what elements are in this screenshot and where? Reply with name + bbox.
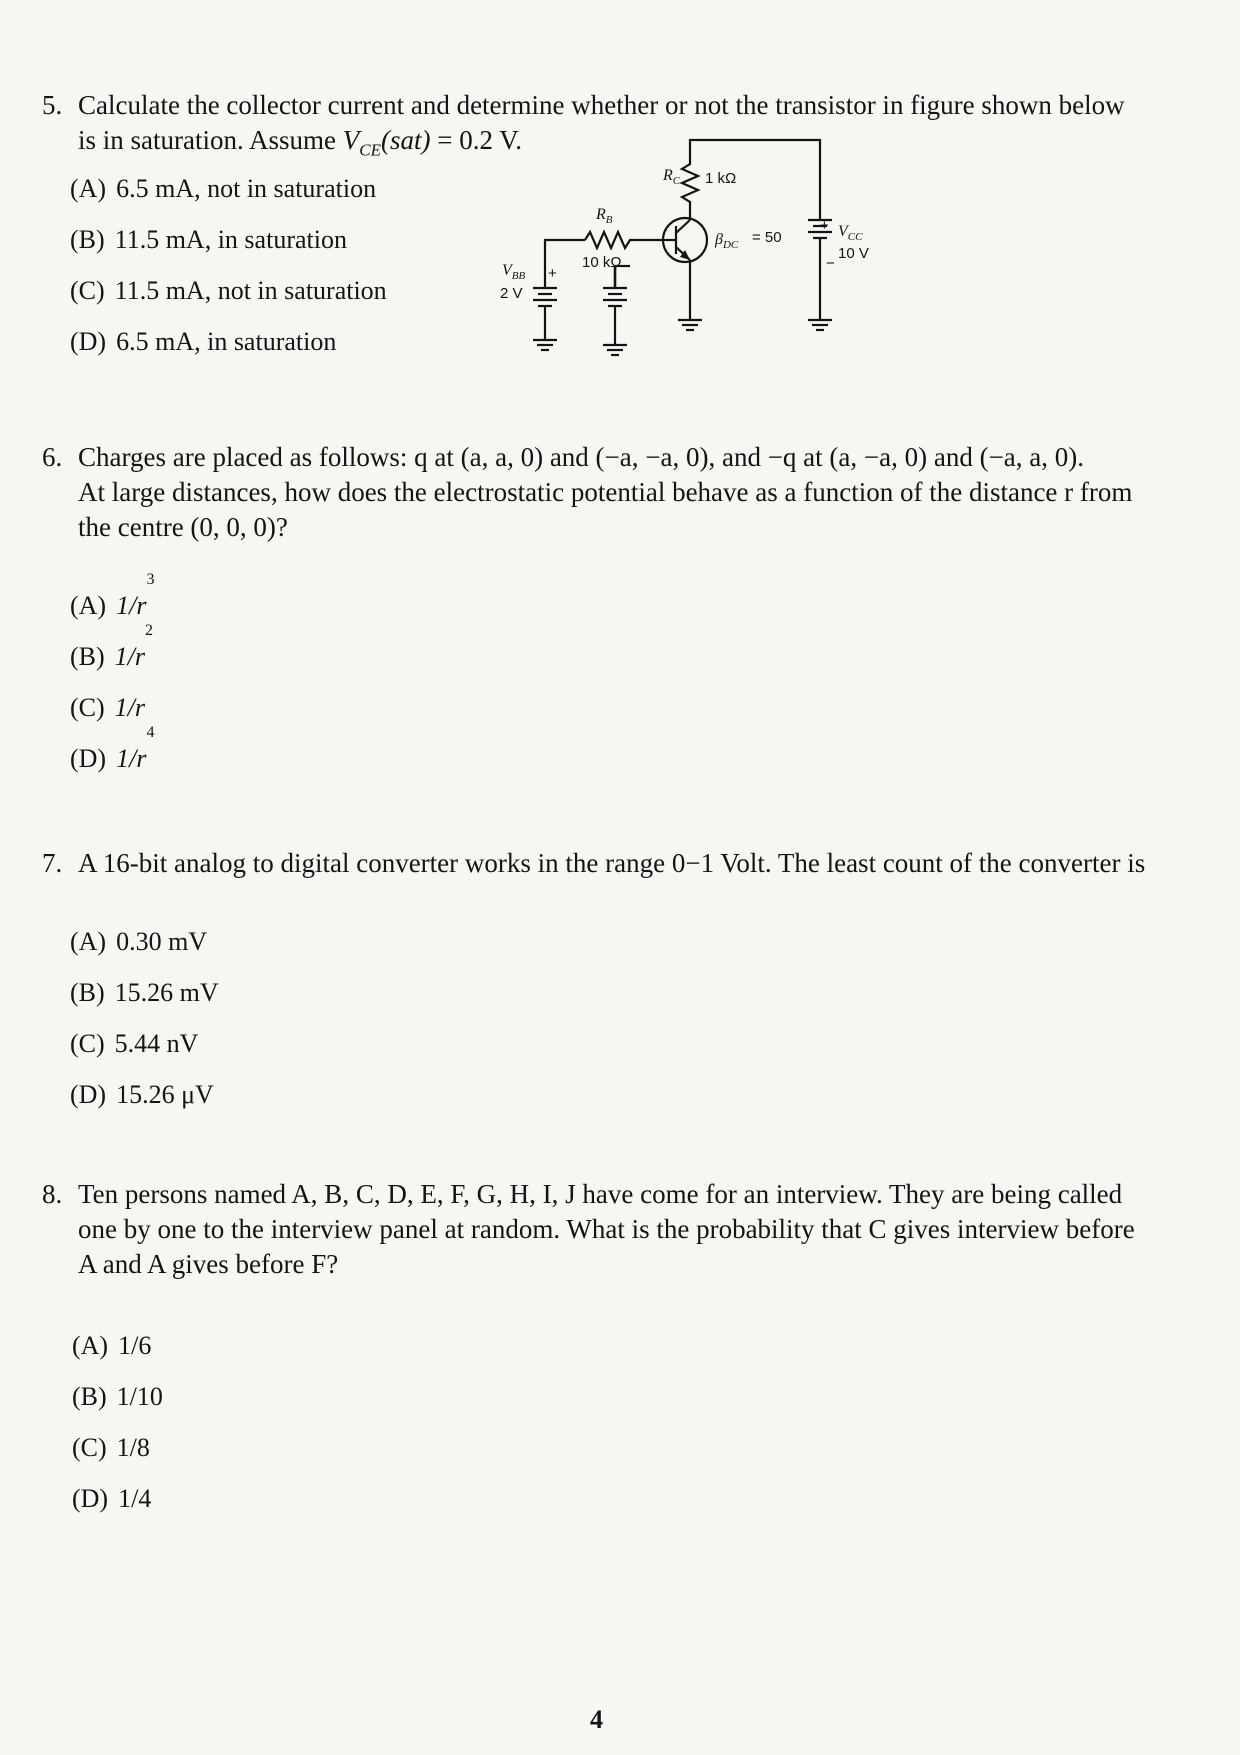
question-8-options [72,1320,163,1524]
vbb-value: 2 V [500,285,523,302]
option-c[interactable]: (C) 11.5 mA, not in saturation [70,276,387,305]
beta-value: = 50 [752,229,782,246]
rc-label: $R_C$ [663,167,681,187]
option-b[interactable]: (B) 1/10 [72,1382,163,1411]
vcc-label: $V_{CC}$ [838,223,863,243]
option-b[interactable]: (B) 11.5 mA, in saturation [70,225,347,254]
page-number: 4 [590,1705,603,1734]
option-c[interactable]: (C) 1/r [70,693,146,722]
question-text: A and A gives before F? [78,1249,339,1279]
option-d[interactable]: (D) 1/r 4 [70,724,155,773]
option-a[interactable]: (A) 0.30 mV [70,927,208,956]
vbb-label: $V_{BB}$ [502,262,526,282]
transistor-circuit-diagram [500,140,1000,400]
question-5-options [70,163,387,367]
question-7 [42,846,1192,881]
vce-subscript: CE [359,140,381,160]
vbb-plus: + [548,265,557,282]
question-7-options [70,916,219,1120]
beta-label: $\beta_{DC}$ [715,231,739,251]
option-a[interactable]: (A) 1/r 3 [70,571,155,620]
rb-label: $R_B$ [596,206,613,226]
question-text: A 16-bit analog to digital converter works in the range 0−1 Volt. The least count of the converter is [78,848,1146,878]
question-number: 6. [42,442,63,472]
vcc-plus: + [820,217,829,234]
question-text: Ten persons named A, B, C, D, E, F, G, H, I, J have come for an interview. They are being called [78,1179,1123,1209]
vce-sat: (sat) [380,125,431,155]
option-b[interactable]: (B) 1/r 2 [70,622,154,671]
option-c[interactable]: (C) 5.44 nV [70,1029,199,1058]
option-b[interactable]: (B) 15.26 mV [70,978,219,1007]
option-d[interactable]: (D) 1/4 [72,1484,152,1513]
question-text: Calculate the collector current and determine whether or not the transistor in figure shown below [78,90,1125,120]
option-a[interactable]: (A) 1/6 [72,1331,152,1360]
rc-value: 1 kΩ [705,170,737,187]
question-text: is in saturation. Assume [78,125,343,155]
option-d[interactable]: (D) 6.5 mA, in saturation [70,327,337,356]
question-number: 5. [42,90,63,120]
vcc-value: 10 V [838,245,869,262]
question-text: At large distances, how does the electrostatic potential behave as a function of the distance r from [78,477,1133,507]
question-text: Charges are placed as follows: q at (a, a, 0) and (−a, −a, 0), and −q at (a, −a, 0) and (−a, a, 0). [78,442,1085,472]
question-text: the centre (0, 0, 0)? [78,512,288,542]
option-a[interactable]: (A) 6.5 mA, not in saturation [70,174,377,203]
question-6-options [70,571,155,784]
question-number: 7. [42,848,63,878]
question-5-line-1 [42,88,1192,123]
question-text: = 0.2 V. [430,125,522,155]
question-8 [42,1177,1192,1282]
option-d[interactable]: (D) 15.26 μV [70,1080,214,1109]
option-c[interactable]: (C) 1/8 [72,1433,150,1462]
question-6 [42,440,1192,545]
vce-symbol: V [342,125,360,155]
question-text: one by one to the interview panel at random. What is the probability that C gives interview before [78,1214,1135,1244]
rb-value: 10 kΩ [582,254,622,271]
vcc-minus: − [826,255,835,272]
question-number: 8. [42,1179,63,1209]
